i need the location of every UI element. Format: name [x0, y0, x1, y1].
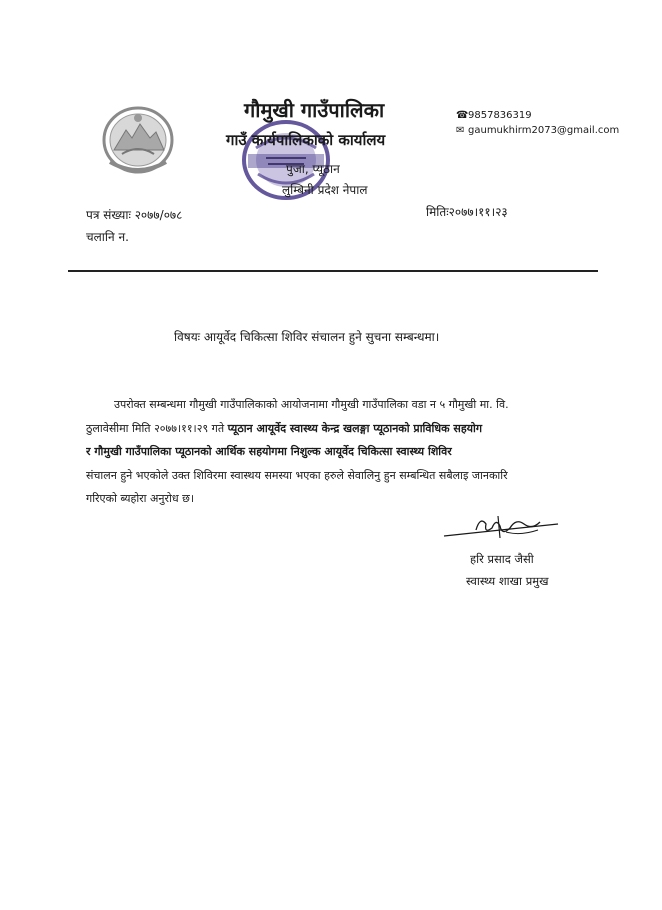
letter-date: मितिः२०७७।११।२३ — [426, 205, 508, 219]
address-line-1: पुजा, प्यूठान — [286, 162, 340, 176]
signatory-title: स्वास्थ्य शाखा प्रमुख — [466, 574, 549, 588]
signatory-name: हरि प्रसाद जैसी — [470, 552, 534, 566]
nepal-emblem-icon — [100, 104, 176, 176]
subject-line: विषयः आयूर्वेद चिकित्सा शिविर संचालन हुने सुचना सम्बन्धमा। — [174, 330, 440, 344]
phone-row — [456, 108, 619, 123]
phone-icon: ☎ — [456, 110, 469, 121]
letter-number: पत्र संख्याः २०७७/०७८ — [86, 208, 183, 222]
contact-block — [456, 108, 619, 138]
body-text-normal: ठुलावेसीमा मिति २०७७।११।२९ गते — [86, 421, 228, 435]
email-row — [456, 123, 619, 138]
body-line: संचालन हुने भएकोले उक्त शिविरमा स्वास्थय समस्या भएका हरुले सेवालिनु हुन सम्बन्धित सबैलाइ जानकारि — [86, 468, 508, 482]
body-line — [86, 421, 576, 445]
phone-number: 9857836319 — [468, 110, 532, 121]
header-divider — [68, 270, 598, 272]
letter-body — [86, 397, 576, 515]
body-text-bold: प्यूठान आयूर्वेद स्वास्थ्य केन्द्र खलङ्गा प्यूठानको प्राविधिक सहयोग — [227, 421, 483, 435]
body-line: र गौमुखी गाउँपालिका प्यूठानको आर्थिक सहयोगमा निशुल्क आयूर्वेद चिकित्सा स्वास्थ्य शिविर — [86, 445, 452, 458]
office-name: गाउँ कार्यपालिकाको कार्यालय — [226, 131, 386, 149]
dispatch-number: चलानि न. — [86, 230, 129, 244]
signature — [440, 510, 560, 544]
body-line: उपरोक्त सम्बन्धमा गौमुखी गाउँपालिकाको आयोजनामा गौमुखी गाउँपालिका वडा न ५ गौमुखी मा. वि. — [114, 398, 509, 411]
email-address: gaumukhirm2073@gmail.com — [468, 125, 620, 136]
address-line-2: लुम्बिनी प्रदेश नेपाल — [282, 183, 368, 197]
envelope-icon: ✉ — [456, 125, 465, 136]
org-name: गौमुखी गाउँपालिका — [244, 98, 385, 122]
body-line: गरिएको ब्यहोरा अनुरोध छ। — [86, 492, 195, 505]
